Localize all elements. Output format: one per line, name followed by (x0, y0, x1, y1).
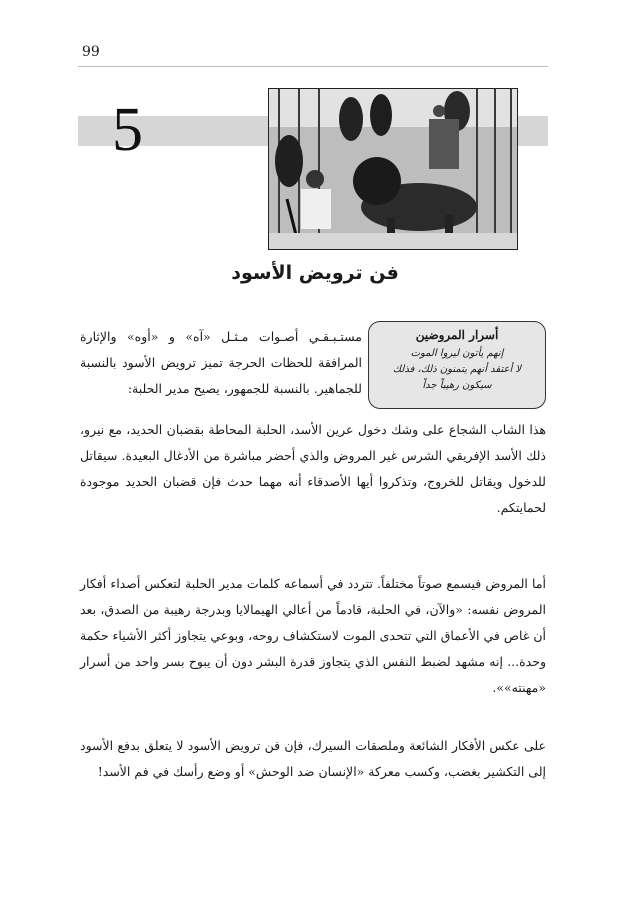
lion-tamer-photo (268, 88, 518, 250)
body-paragraph: أما المروض فيسمع صوتاً مختلفاً. تتردد في أسماعه كلمات مدير الحلبة لتعكس أصداء أفكار المروض نفسه: «والآن، في الحلبة، قادماً من أعالي الهيمالايا وبدرجة رهيبة من الصدق، بعد أن غاص في الأعماق التي تتحدى الموت لاستكشاف روحه، وبوعي يتجاوز أكثر الأشياء حكمة وحدة... إنه مشهد لضبط النفس الذي يتجاوز قدرة البشر دون أن يبوح بسر واحد من أسرار «مهنته»». (80, 576, 546, 695)
body-paragraph: على عكس الأفكار الشائعة وملصقات السيرك، فإن فن ترويض الأسود لا يتعلق بدفع الأسود إلى التكشير بغضب، وكسب معركة «الإنسان ضد الوحش» أو وضع رأسك في فم الأسد! (80, 738, 546, 779)
sidebar-box (368, 321, 546, 409)
sidebar-line: لا أعتقد أنهم يتمنون ذلك، فذلك (392, 364, 522, 375)
header-rule (78, 66, 548, 67)
lead-paragraph: مستـبـقـي أصـوات مـثـل «آه» و «أوه» والإثارة المرافقة للحظات الحرجة تميز ترويض الأسود بالنسبة للجماهير. بالنسبة للجمهور، يصيح مدير الحلبة: (80, 329, 362, 396)
page-number: 99 (82, 44, 100, 60)
body-paragraph: هذا الشاب الشجاع على وشك دخول عرين الأسد، الحلبة المحاطة بقضبان الحديد، مع نيرو، ذلك الأسد الإفريقي الشرس غير المروض والذي أحضر مباشرة من الأدغال البعيدة. سيقاتل للدخول ويقاتل للخروج، وتذكروا أيها الأصدقاء أنه مهما حدث فإن قضبان الحديد موجودة لحمايتكم. (80, 422, 546, 515)
chapter-number: 5 (112, 96, 143, 164)
sidebar-title: أسرار المروضين (415, 328, 499, 342)
chapter-title: فن ترويض الأسود (231, 262, 399, 284)
sidebar-line: سيكون رهيباً جداً (422, 380, 492, 391)
sidebar-line: إنهم يأتون ليروا الموت (410, 348, 504, 359)
